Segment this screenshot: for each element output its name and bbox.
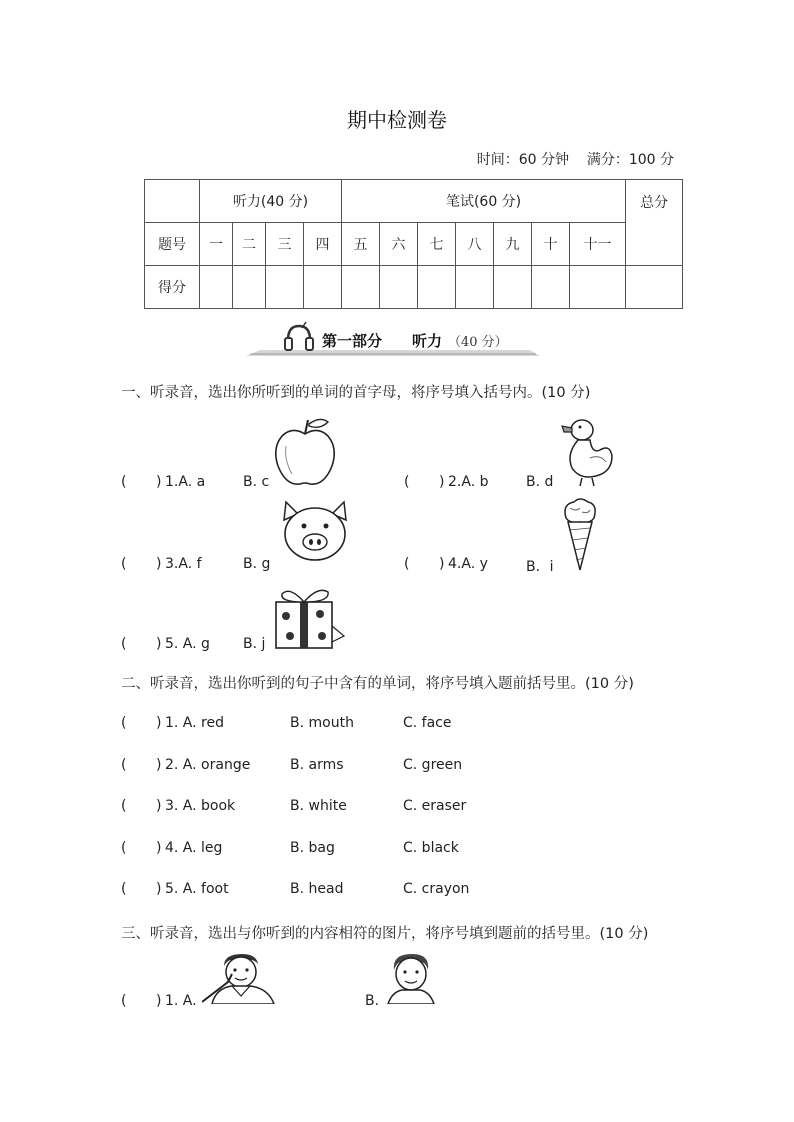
answer-paren-close: ) <box>156 474 162 490</box>
option-b: B．i <box>526 559 554 575</box>
pig-picture <box>278 498 352 564</box>
option-a: 1. A. red <box>165 715 224 731</box>
section-2-heading: 二、听录音，选出你听到的句子中含有的单词，将序号填入题前括号里。(10 分) <box>121 676 634 692</box>
time-score-info: 时间：60 分钟 满分：100 分 <box>476 152 674 168</box>
answer-paren-close: ) <box>156 757 162 773</box>
headphones-icon <box>282 320 316 356</box>
answer-paren-close: ) <box>156 636 162 652</box>
written-header: 笔试(60 分) <box>342 180 626 223</box>
option-b: B. <box>365 993 380 1009</box>
score-cell[interactable] <box>266 266 304 309</box>
answer-paren-close: ) <box>156 556 162 572</box>
score-table <box>144 179 683 309</box>
option-a: 1. A. <box>165 993 197 1009</box>
option-a: 3.A. f <box>165 556 202 572</box>
score-cell[interactable] <box>570 266 626 309</box>
answer-paren-open[interactable]: ( <box>121 993 127 1009</box>
option-a: 5. A. g <box>165 636 210 652</box>
option-a: 2.A. b <box>448 474 489 490</box>
option-b: B. white <box>290 798 347 814</box>
section-1-heading: 一、听录音，选出你所听到的单词的首字母，将序号填入括号内。(10 分) <box>121 385 591 401</box>
option-b: B. head <box>290 881 344 897</box>
answer-paren-close: ) <box>156 993 162 1009</box>
answer-paren-close: ) <box>156 840 162 856</box>
answer-paren-open[interactable]: ( <box>121 715 127 731</box>
option-a: 3. A. book <box>165 798 236 814</box>
option-c: C. face <box>403 715 452 731</box>
score-cell[interactable] <box>233 266 266 309</box>
boy-pointing-picture <box>202 952 282 1004</box>
answer-paren-close: ) <box>439 474 445 490</box>
option-b: B. d <box>526 474 554 490</box>
option-c: C. crayon <box>403 881 470 897</box>
option-a: 1.A. a <box>165 474 206 490</box>
question-number: 九 <box>494 223 532 266</box>
answer-paren-close: ) <box>156 881 162 897</box>
option-b: B. arms <box>290 757 344 773</box>
table-corner-cell <box>145 180 200 223</box>
banner-points: （40 分） <box>448 335 508 350</box>
score-cell[interactable] <box>626 266 683 309</box>
question-number: 十 <box>532 223 570 266</box>
question-number: 八 <box>456 223 494 266</box>
answer-paren-close: ) <box>439 556 445 572</box>
row-label-score: 得分 <box>145 266 200 309</box>
question-number: 四 <box>304 223 342 266</box>
answer-paren-open[interactable]: ( <box>121 757 127 773</box>
answer-paren-close: ) <box>156 798 162 814</box>
option-c: C. green <box>403 757 463 773</box>
score-cell[interactable] <box>380 266 418 309</box>
page-title: 期中检测卷 <box>347 108 447 132</box>
question-number: 十一 <box>570 223 626 266</box>
score-cell[interactable] <box>304 266 342 309</box>
option-a: 2. A. orange <box>165 757 251 773</box>
answer-paren-open[interactable]: ( <box>121 881 127 897</box>
score-cell[interactable] <box>494 266 532 309</box>
score-cell[interactable] <box>418 266 456 309</box>
option-a: 4. A. leg <box>165 840 223 856</box>
answer-paren-open[interactable]: ( <box>121 474 127 490</box>
answer-paren-open[interactable]: ( <box>121 556 127 572</box>
option-a: 5. A. foot <box>165 881 229 897</box>
total-header: 总分 <box>626 180 683 266</box>
option-a: 4.A. y <box>448 556 488 572</box>
gift-picture <box>270 586 346 650</box>
score-cell[interactable] <box>342 266 380 309</box>
option-b: B. mouth <box>290 715 354 731</box>
question-number: 七 <box>418 223 456 266</box>
banner-name: 听力 <box>412 332 443 350</box>
option-c: C. eraser <box>403 798 467 814</box>
part-one-banner <box>240 318 550 360</box>
option-b: B. j <box>243 636 266 652</box>
answer-paren-open[interactable]: ( <box>404 556 410 572</box>
question-number: 五 <box>342 223 380 266</box>
boy-portrait-picture <box>386 952 436 1004</box>
answer-paren-open[interactable]: ( <box>121 798 127 814</box>
answer-paren-close: ) <box>156 715 162 731</box>
question-number: 一 <box>200 223 233 266</box>
answer-paren-open[interactable]: ( <box>404 474 410 490</box>
section-3-heading: 三、听录音，选出与你听到的内容相符的图片，将序号填到题前的括号里。(10 分) <box>121 926 649 942</box>
score-cell[interactable] <box>456 266 494 309</box>
question-number: 六 <box>380 223 418 266</box>
option-b: B. c <box>243 474 270 490</box>
option-c: C. black <box>403 840 459 856</box>
option-b: B. g <box>243 556 271 572</box>
banner-part: 第一部分 <box>322 332 383 350</box>
ice-cream-picture <box>560 496 600 572</box>
question-number: 三 <box>266 223 304 266</box>
listening-header: 听力(40 分) <box>200 180 342 223</box>
question-number: 二 <box>233 223 266 266</box>
apple-picture <box>272 416 338 488</box>
option-b: B. bag <box>290 840 335 856</box>
row-label-number: 题号 <box>145 223 200 266</box>
answer-paren-open[interactable]: ( <box>121 840 127 856</box>
score-cell[interactable] <box>532 266 570 309</box>
duck-picture <box>560 414 616 488</box>
answer-paren-open[interactable]: ( <box>121 636 127 652</box>
score-cell[interactable] <box>200 266 233 309</box>
